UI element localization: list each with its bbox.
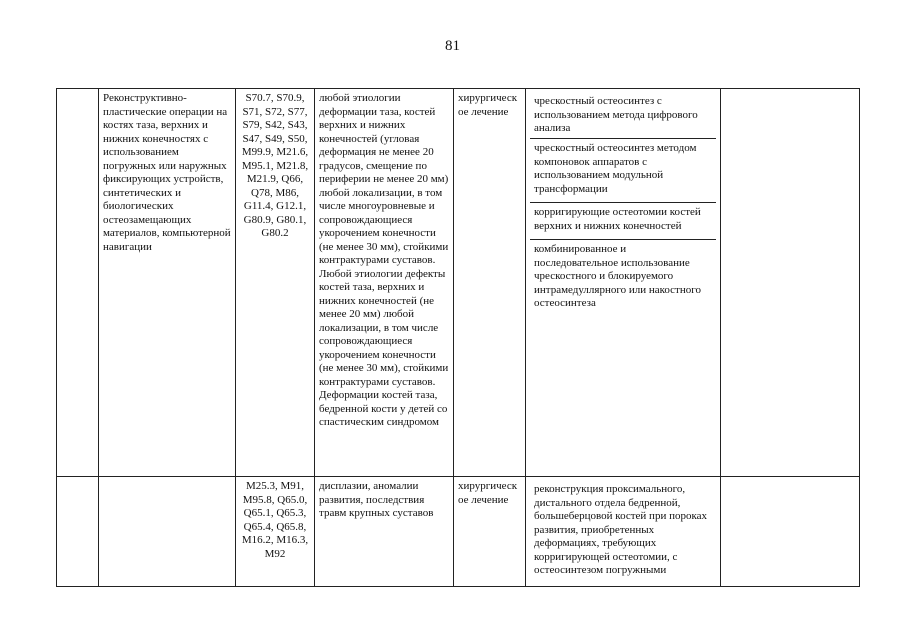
method-item: корригирующие остеотомии костей верхних и нижних конечностей <box>530 203 716 240</box>
table-row <box>57 89 860 477</box>
page-number: 81 <box>445 38 460 54</box>
methods-cell <box>526 89 721 477</box>
icd-codes-cell: M25.3, M91, M95.8, Q65.0, Q65.1, Q65.3, Q65.4, Q65.8, M16.2, M16.3, M92 <box>236 477 315 587</box>
cost-cell <box>721 477 860 587</box>
method-item: чрескостный остеосинтез методом компоновок аппаратов с использованием модульной трансформации <box>530 139 716 203</box>
table-row <box>57 477 860 587</box>
medical-care-table <box>56 88 860 587</box>
method-item: реконструкция проксимального, дистального отдела бедренной, большеберцовой костей при пороках развития, приобретенных деформациях, требующих корригирующей остеотомии, с остеосинтезом погружными <box>534 483 708 576</box>
patient-model-cell: любой этиологии деформации таза, костей верхних и нижних конечностей (угловая деформация не менее 20 градусов, смещение по периферии не менее 20 мм) любой локализации, в том числе многоуровневые и сопровождающиеся укорочением конечности (не менее 30 мм), стойкими контрактурами суставов. Любой этиологии дефекты костей таза, верхних и нижних конечностей (не менее 20 мм) любой локализации, в том числе сопровождающиеся укорочением конечности (не менее 30 мм), стойкими контрактурами суставов. Деформации костей таза, бедренной кости у детей со спастическим синдромом <box>315 89 454 477</box>
method-item: комбинированное и последовательное использование чрескостного и блокируемого интрамедуллярного или накостного остеосинтеза <box>534 243 701 309</box>
method-item: чрескостный остеосинтез с использованием метода цифрового анализа <box>530 92 716 139</box>
treatment-type-cell: хирургическ ое лечение <box>454 89 526 477</box>
row-number-cell <box>57 89 99 477</box>
row-number-cell <box>57 477 99 587</box>
icd-codes-cell: S70.7, S70.9, S71, S72, S77, S79, S42, S43, S47, S49, S50, M99.9, M21.6, M95.1, M21.8, M21.9, Q66, Q78, M86, G11.4, G12.1, G80.9, G80.1, G80.2 <box>236 89 315 477</box>
care-type-cell: Реконструктивно-пластические операции на костях таза, верхних и нижних конечностях с использованием погружных или наружных фиксирующих устройств, синтетических и биологических остеозамещающих материалов, компьютерной навигации <box>99 89 236 477</box>
patient-model-cell: дисплазии, аномалии развития, последствия травм крупных суставов <box>315 477 454 587</box>
care-type-cell <box>99 477 236 587</box>
treatment-type-cell: хирургическ ое лечение <box>454 477 526 587</box>
methods-cell <box>526 477 721 587</box>
cost-cell <box>721 89 860 477</box>
